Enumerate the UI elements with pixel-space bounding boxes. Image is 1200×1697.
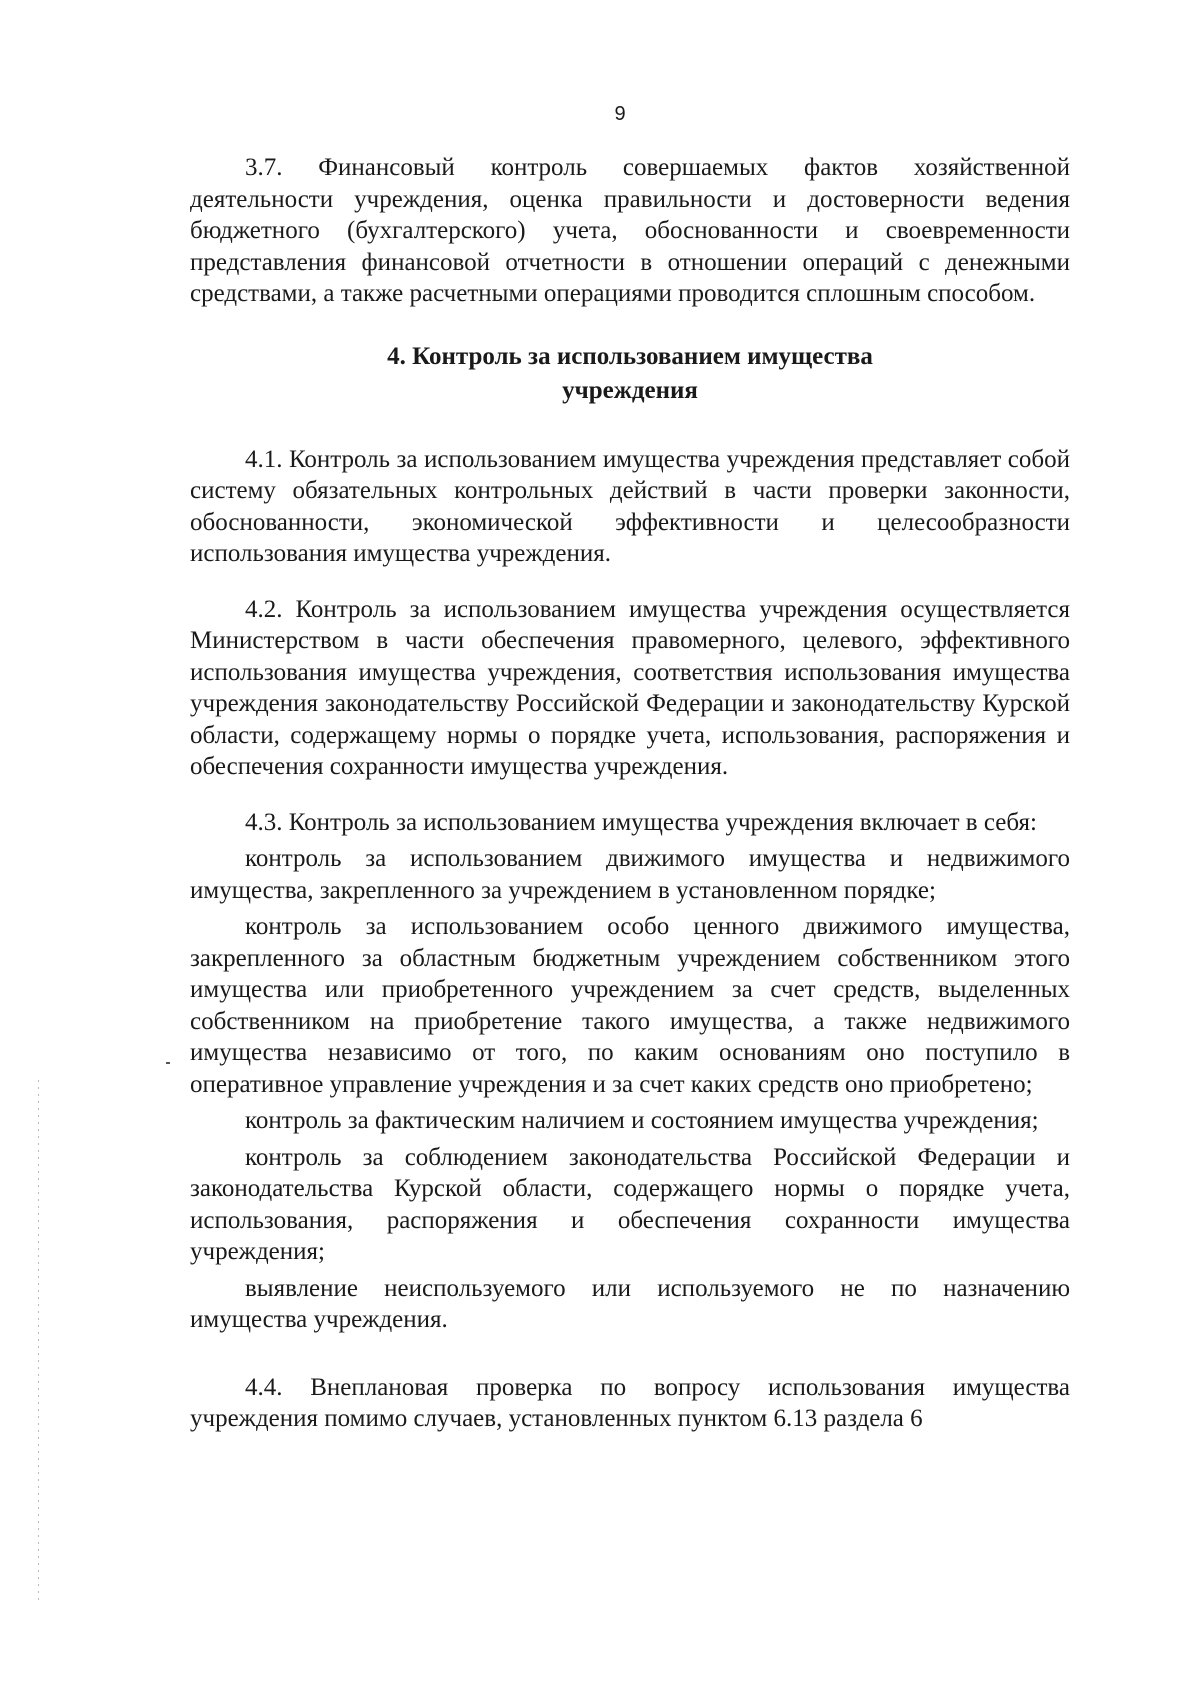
paragraph-4-2: 4.2. Контроль за использованием имущества учреждения осуществляется Министерством в части обеспечения правомерного, целевого, эффективного использования имущества учреждения, соответствия использования имущества учреждения законодательству Российской Федерации и законодательству Курской области, содержащему нормы о порядке учета, использования, распоряжения и обеспечения сохранности имущества учреждения. [190,595,1070,780]
scan-dot [166,1062,170,1064]
paragraph-4-3-intro: 4.3. Контроль за использованием имущества учреждения включает в себя: [245,808,1037,836]
list-item: контроль за использованием особо ценного движимого имущества, закрепленного за областным бюджетным учреждением собственником этого имущества или приобретенного учреждением за счет средств, выделенных собственником на приобретение такого имущества, а также недвижимого имущества независимо от того, по каким основаниям оно поступило в оперативное управление учреждения и за счет каких средств оно приобретено; [190,913,1070,1098]
section-4-heading-line1: 4. Контроль за использованием имущества [387,342,873,370]
section-4-heading [190,340,1070,408]
list-item: выявление неиспользуемого или используемого не по назначению имущества учреждения. [190,1274,1070,1333]
scan-edge-mark [38,1080,39,1600]
page-number: 9 [614,103,626,125]
paragraph-4-4: 4.4. Внеплановая проверка по вопросу использования имущества учреждения помимо случаев, установленных пунктом 6.13 раздела 6 [190,1373,1070,1432]
document-body [190,152,1070,1435]
paragraph-3-7: 3.7. Финансовый контроль совершаемых фактов хозяйственной деятельности учреждения, оценка правильности и достоверности ведения бюджетного (бухгалтерского) учета, обоснованности и своевременности представления финансовой отчетности в отношении операций с денежными средствами, а также расчетными операциями проводится сплошным способом. [190,154,1070,307]
list-item: контроль за фактическим наличием и состоянием имущества учреждения; [245,1107,1039,1134]
section-4-heading-line2: учреждения [562,376,698,404]
paragraph-4-1: 4.1. Контроль за использованием имущества учреждения представляет собой систему обязательных контрольных действий в части проверки законности, обоснованности, экономической эффективности и целесообразности использования имущества учреждения. [190,445,1070,567]
list-item: контроль за соблюдением законодательства Российской Федерации и законодательства Курской области, содержащего нормы о порядке учета, использования, распоряжения и обеспечения сохранности имущества учреждения; [190,1143,1070,1265]
list-item: контроль за использованием движимого имущества и недвижимого имущества, закрепленного за учреждением в установленном порядке; [190,845,1070,904]
